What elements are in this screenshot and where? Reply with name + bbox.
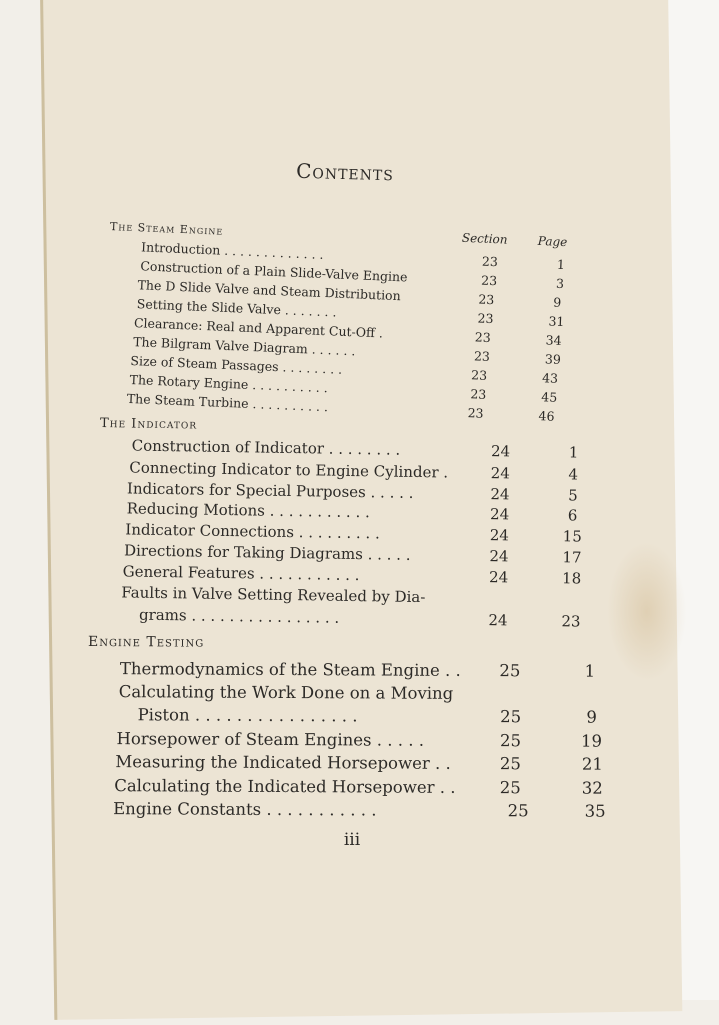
section-heading: The Steam Engine	[109, 220, 224, 238]
entry-section: 25	[507, 801, 529, 821]
entry-page: 43	[541, 370, 559, 386]
entry-title: Horsepower of Steam Engines . . . . .	[116, 729, 425, 750]
entry-section: 25	[499, 754, 521, 774]
entry-title: Size of Steam Passages . . . . . . . .	[130, 352, 343, 377]
entry-page: 19	[580, 731, 603, 751]
entry-section: 24	[489, 526, 510, 545]
column-header-section: Section	[461, 230, 508, 247]
entry-section: 24	[490, 485, 510, 504]
entry-title: Clearance: Real and Apparent Cut-Off .	[133, 315, 384, 341]
entry-page: 9	[552, 294, 562, 310]
entry-section: 24	[489, 505, 510, 524]
entry-title: Indicator Connections . . . . . . . . .	[125, 520, 380, 543]
entry-page: 3	[555, 275, 565, 292]
entry-page: 23	[561, 612, 581, 631]
entry-section: 25	[500, 707, 522, 727]
entry-page: 46	[538, 408, 555, 424]
entry-title: grams . . . . . . . . . . . . . . . .	[138, 605, 340, 627]
entry-section: 23	[480, 272, 498, 289]
section-heading: The Indicator	[99, 416, 198, 433]
entry-title: Faults in Valve Setting Revealed by Dia-	[121, 583, 426, 607]
entry-section: 23	[473, 348, 491, 365]
entry-title: Introduction . . . . . . . . . . . . .	[140, 239, 324, 262]
entry-section: 23	[470, 386, 487, 402]
entry-section: 25	[499, 731, 522, 751]
entry-title: Calculating the Work Done on a Moving	[118, 682, 454, 703]
entry-page: 35	[584, 801, 606, 821]
entry-page: 39	[544, 351, 562, 367]
entry-page: 21	[581, 754, 603, 774]
entry-section: 23	[481, 253, 499, 270]
entry-page: 1	[568, 443, 579, 462]
entry-section: 24	[488, 568, 509, 587]
entry-page: 34	[545, 332, 562, 349]
entry-title: Piston . . . . . . . . . . . . . . . .	[137, 705, 358, 726]
entry-section: 23	[474, 329, 492, 346]
entry-page: 32	[581, 778, 603, 798]
entry-title: Reducing Motions . . . . . . . . . . .	[126, 499, 370, 522]
entry-page: 1	[584, 661, 596, 681]
entry-section: 23	[478, 291, 495, 308]
entry-title: Construction of Indicator . . . . . . . .	[131, 436, 401, 459]
column-header-page: Page	[537, 233, 568, 250]
entry-page: 4	[568, 465, 579, 484]
entry-title: Calculating the Indicated Horsepower . .	[114, 776, 456, 797]
entry-section: 23	[477, 310, 494, 327]
entry-section: 24	[489, 547, 509, 566]
entry-page: 5	[568, 486, 578, 505]
entry-title: Connecting Indicator to Engine Cylinder .	[129, 458, 449, 482]
entry-page: 6	[567, 506, 578, 525]
entry-section: 23	[470, 367, 488, 383]
entry-title: Measuring the Indicated Horsepower . .	[115, 752, 451, 773]
entry-section: 25	[499, 661, 521, 681]
entry-page: 31	[548, 313, 565, 330]
entry-page: 45	[541, 389, 558, 405]
entry-title: Indicators for Special Purposes . . . . .	[126, 479, 414, 502]
page-number: iii	[343, 830, 361, 850]
section-heading: Engine Testing	[87, 634, 205, 651]
entry-section: 24	[488, 611, 508, 630]
entry-page: 15	[562, 527, 582, 546]
entry-title: Construction of a Plain Slide-Valve Engine	[140, 258, 408, 285]
entry-title: The Bilgram Valve Diagram . . . . . .	[132, 334, 356, 359]
entry-title: The Rotary Engine . . . . . . . . . .	[129, 371, 329, 396]
page-title: Contents	[295, 158, 395, 186]
entry-title: The Steam Turbine . . . . . . . . . .	[126, 390, 329, 415]
entry-title: Setting the Slide Valve . . . . . . .	[136, 296, 337, 320]
entry-title: Directions for Taking Diagrams . . . . .	[123, 541, 411, 564]
entry-page: 17	[562, 548, 582, 567]
entry-title: The D Slide Valve and Steam Distribution	[137, 277, 402, 304]
entry-page: 1	[556, 256, 566, 273]
entry-title: Thermodynamics of the Steam Engine . .	[119, 659, 461, 680]
entry-section: 25	[499, 778, 521, 798]
entry-title: Engine Constants . . . . . . . . . . .	[113, 799, 377, 820]
entry-page: 9	[586, 707, 597, 727]
entry-title: General Features . . . . . . . . . . .	[122, 562, 360, 585]
entry-section: 23	[467, 405, 484, 421]
entry-page: 18	[561, 569, 582, 588]
entry-section: 24	[490, 464, 510, 483]
entry-section: 24	[490, 442, 511, 461]
